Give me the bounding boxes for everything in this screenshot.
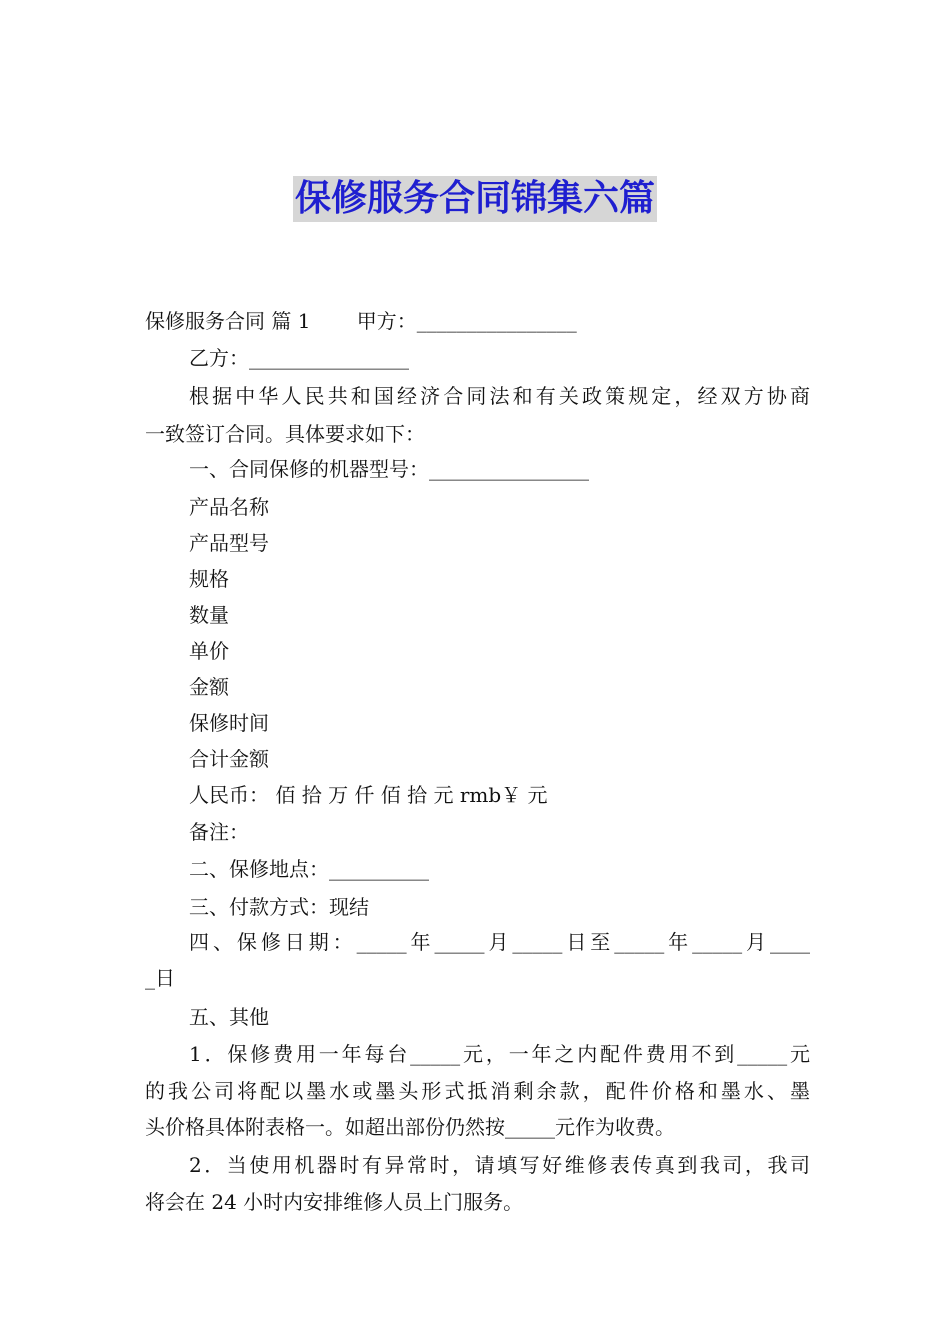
section-4-line: _日 <box>145 966 175 990</box>
section-5-line: 五、其他 <box>189 1005 269 1029</box>
field-quantity: 数量 <box>189 603 229 627</box>
field-remarks: 备注： <box>189 820 249 844</box>
intro-paragraph-line: 一致签订合同。具体要求如下： <box>145 422 425 446</box>
clause-1-line: 1．保修费用一年每台_____元，一年之内配件费用不到_____元 <box>189 1042 810 1066</box>
clause-1-line: 头价格具体附表格一。如超出部份仍然按_____元作为收费。 <box>145 1115 675 1139</box>
field-rmb: 人民币： 佰 拾 万 仟 佰 拾 元 rmb￥ 元 <box>189 783 548 807</box>
clause-2-line: 2．当使用机器时有异常时，请填写好维修表传真到我司，我司 <box>189 1153 810 1177</box>
field-product-name: 产品名称 <box>189 495 269 519</box>
party-b-line: 乙方：________________ <box>189 346 409 370</box>
contract-heading-line: 保修服务合同 篇 1 甲方：________________ <box>145 309 577 333</box>
section-2-line: 二、保修地点：__________ <box>189 857 429 881</box>
section-3-line: 三、付款方式：现结 <box>189 895 369 919</box>
intro-paragraph-line: 根据中华人民共和国经济合同法和有关政策规定，经双方协商 <box>189 384 810 408</box>
field-amount: 金额 <box>189 675 229 699</box>
document-title-wrap <box>0 176 950 222</box>
clause-2-line: 将会在 24 小时内安排维修人员上门服务。 <box>145 1190 524 1214</box>
section-4-line: 四、保修日期：_____年_____月_____日至_____年_____月____ <box>189 930 810 954</box>
document-title: 保修服务合同锦集六篇 <box>293 176 657 222</box>
clause-1-line: 的我公司将配以墨水或墨头形式抵消剩余款，配件价格和墨水、墨 <box>145 1079 810 1103</box>
field-total-amount: 合计金额 <box>189 747 269 771</box>
section-1-line: 一、合同保修的机器型号：________________ <box>189 457 589 481</box>
field-product-model: 产品型号 <box>189 531 269 555</box>
field-warranty-time: 保修时间 <box>189 711 269 735</box>
field-spec: 规格 <box>189 567 229 591</box>
field-unit-price: 单价 <box>189 639 229 663</box>
